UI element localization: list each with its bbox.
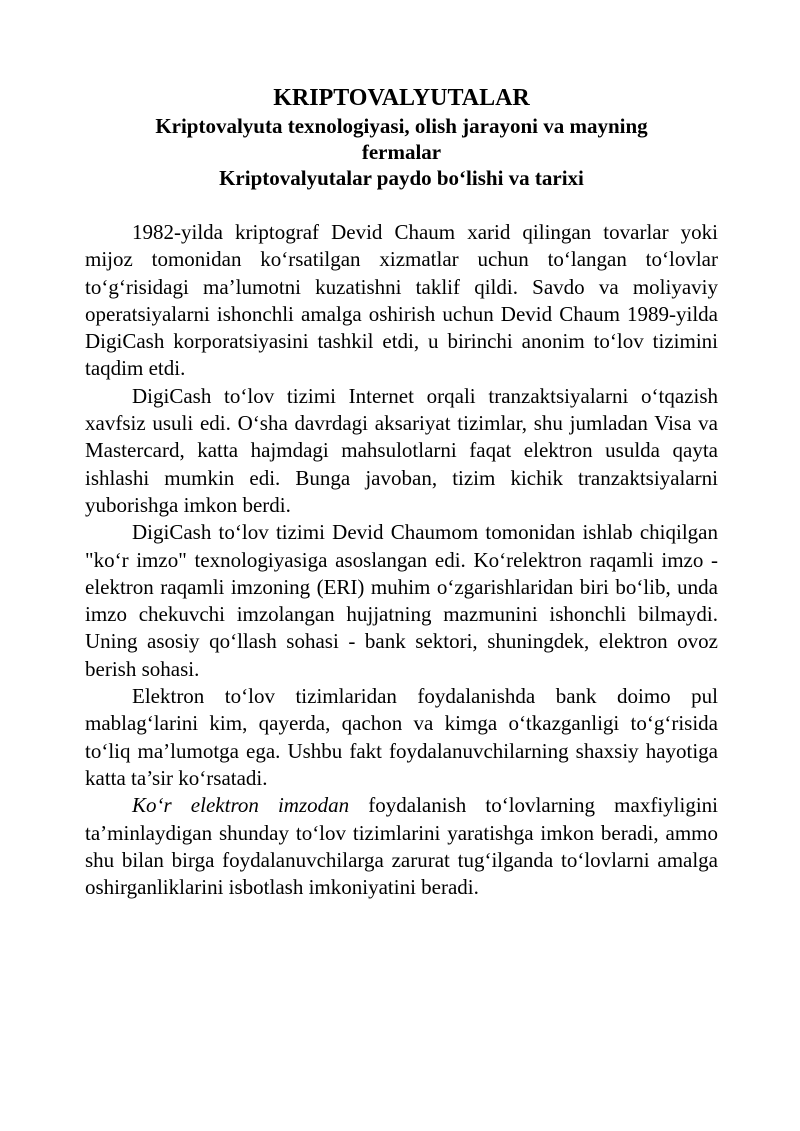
document-title: KRIPTOVALYUTALAR — [273, 85, 530, 111]
document-page — [85, 84, 718, 901]
paragraph-4: Elektron to‘lov tizimlaridan foydalanishda bank doimo pul mablag‘larini kim, qayerda, qachon va kimga o‘tkazganligi to‘g‘risida to‘liq ma’lumotga ega. Ushbu fakt foydalanuvchilarning shaxsiy hayotiga katta ta’sir ko‘rsatadi. — [85, 684, 718, 790]
paragraph-2: DigiCash to‘lov tizimi Internet orqali tranzaktsiyalarni o‘tqazish xavfsiz usuli edi. O‘sha davrdagi aksariyat tizimlar, shu jumladan Visa va Mastercard, katta hajmdagi mahsulotlarni faqat elektron usulda qayta ishlashi mumkin edi. Bunga javoban, tizim kichik tranzaktsiyalarni yuborishga imkon berdi. — [85, 383, 718, 517]
paragraph-5-text: foydalanish to‘lovlarning maxfiyligini ta’minlaydigan shunday to‘lov tizimlarini yaratishga imkon beradi, ammo shu bilan birga foydalanuvchilarga zarurat tug‘ilganda to‘lovlarni amalga oshirganliklarini isbotlash imkoniyatini beradi. — [85, 793, 718, 900]
paragraph-5 — [85, 792, 718, 901]
paragraph-5-italic: Ko‘r elektron imzodan — [132, 793, 350, 818]
paragraph-1: 1982-yilda kriptograf Devid Chaum xarid qilingan tovarlar yoki mijoz tomonidan ko‘rsatilgan xizmatlar uchun to‘langan to‘lovlar to‘g‘risidagi ma’lumotni kuzatishni taklif qildi. Savdo va moliyaviy operatsiyalarni ishonchli amalga oshirish uchun Devid Chaum 1989-yilda DigiCash korporatsiyasini tashkil etdi, u birinchi anonim to‘lov tizimini taqdim etdi. — [85, 220, 718, 381]
paragraph-3: DigiCash to‘lov tizimi Devid Chaumom tomonidan ishlab chiqilgan "ko‘r imzo" texnologiyasiga asoslangan edi. Ko‘relektron raqamli imzo - elektron raqamli imzoning (ERI) muhim o‘zgarishlaridan biri bo‘lib, unda imzo chekuvchi imzolangan hujjatning mazmunini ishonchli bilmaydi. Uning asosiy qo‘llash sohasi - bank sektori, shuningdek, elektron ovoz berish sohasi. — [85, 520, 718, 681]
section-heading: Kriptovalyutalar paydo bo‘lishi va tarixi — [219, 166, 584, 190]
document-subtitle: Kriptovalyuta texnologiyasi, olish jarayoni va mayning fermalar — [155, 114, 648, 164]
document-body — [85, 219, 718, 901]
